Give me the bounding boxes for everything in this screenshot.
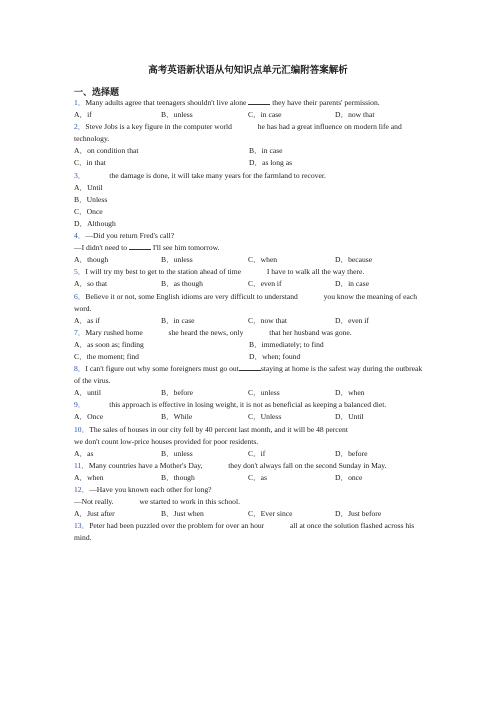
question-text: —Not really. (74, 497, 116, 507)
options-group (74, 387, 424, 399)
answer-option[interactable]: D．as long as (249, 158, 293, 168)
answer-option[interactable]: C．as (248, 472, 267, 482)
question-stem (74, 424, 424, 436)
question-text: Many countries have a Mother's Day, (88, 460, 205, 470)
answer-option[interactable]: A．as soon as; finding (74, 339, 144, 349)
question-text: I can't figure out why some foreigners must go out (85, 364, 239, 374)
section-heading: 一、选择题 (74, 88, 120, 98)
answer-option[interactable]: B．before (161, 388, 194, 398)
answer-option[interactable]: B．unless (161, 110, 193, 120)
answer-blank (239, 363, 261, 371)
answer-option[interactable]: B．immediately; to find (249, 339, 324, 349)
answer-option[interactable]: D．once (335, 472, 363, 482)
answer-option[interactable]: B．Unless (74, 194, 108, 204)
question-text: they don't always fall on the second Sunday in May. (226, 460, 387, 470)
question-text: you know the meaning of each word. (74, 291, 418, 313)
answer-option[interactable]: C．Ever since (248, 509, 293, 519)
question-text: I'll see him tomorrow. (150, 243, 220, 253)
answer-option[interactable]: A．Once (74, 412, 104, 422)
answer-option[interactable]: C．Once (74, 206, 103, 216)
question-number: 3． (74, 170, 86, 180)
answer-option[interactable]: C．in that (74, 158, 106, 168)
question-stem (74, 170, 424, 182)
answer-option[interactable]: A．until (74, 388, 102, 398)
question-text: Many adults agree that teenagers shouldn't live alone (85, 98, 249, 107)
options-group (74, 145, 424, 169)
question-text: I have to walk all the way there. (264, 267, 365, 277)
question-number: 12． (74, 485, 90, 494)
question-item (74, 424, 424, 460)
options-group (74, 508, 424, 520)
question-item (74, 291, 424, 327)
question-item (74, 97, 424, 121)
answer-option[interactable]: A．Until (74, 182, 103, 192)
options-group (74, 278, 424, 290)
question-text: they have their parents' permission. (270, 98, 380, 107)
question-number: 10． (74, 424, 90, 434)
answer-option[interactable]: A．if (74, 110, 92, 120)
answer-option[interactable]: B．as though (161, 279, 203, 289)
options-group (74, 182, 424, 230)
question-text: Steve Jobs is a key figure in the computer world (85, 122, 234, 132)
question-continuation (74, 496, 424, 508)
answer-option[interactable]: B．in case (161, 315, 195, 325)
question-item (74, 363, 424, 399)
question-stem (74, 399, 424, 411)
question-text: I will try my best to get to the station ahead of time (85, 267, 243, 277)
question-number: 2． (74, 122, 86, 132)
answer-option[interactable]: C．when (248, 255, 278, 265)
question-number: 7． (74, 327, 86, 337)
question-text: all at once the solution flashed across his mind. (74, 521, 415, 543)
options-group (74, 339, 424, 363)
question-text: —I didn't need to (74, 243, 129, 253)
question-item (74, 327, 424, 363)
question-stem (74, 363, 424, 387)
question-text: —Did you return Fred's call? (85, 231, 175, 241)
question-text: Believe it or not, some English idioms are very difficult to understand (85, 291, 300, 301)
question-stem (74, 97, 424, 109)
question-text: the damage is done, it will take many years for the farmland to recover. (107, 170, 326, 180)
answer-blank (248, 97, 270, 105)
answer-option[interactable]: D．when; found (249, 351, 301, 361)
question-text: he has had a great influence on modern life and technology. (74, 122, 402, 144)
options-group (74, 254, 424, 266)
question-text: we started to work in this school. (137, 497, 240, 507)
answer-option[interactable]: D．Just before (335, 509, 382, 519)
question-item (74, 121, 424, 169)
answer-option[interactable]: B．in case (249, 146, 283, 156)
question-item (74, 484, 424, 520)
answer-option[interactable]: A．when (74, 472, 104, 482)
document-title: 高考英语新状语从句知识点单元汇编附答案解析 (148, 65, 348, 76)
question-stem (74, 230, 424, 242)
options-group (74, 315, 424, 327)
question-number: 5． (74, 267, 86, 277)
question-text: The sales of houses in our city fell by 40 percent last month, and it will be 48 percent (89, 424, 348, 434)
question-continuation (74, 242, 424, 254)
answer-blank (129, 242, 151, 250)
question-number: 11． (74, 460, 89, 470)
answer-option[interactable]: D．because (335, 255, 373, 265)
answer-option[interactable]: D．when (335, 388, 365, 398)
question-item (74, 170, 424, 230)
answer-option[interactable]: A．as if (74, 315, 100, 325)
answer-option[interactable]: D．now that (335, 110, 375, 120)
question-item (74, 520, 424, 544)
answer-option[interactable]: B．unless (161, 255, 193, 265)
question-text: staying at home is the safest way during the outbreak of the virus. (74, 364, 423, 386)
question-text: Mary rushed home (85, 327, 145, 337)
answer-option[interactable]: A．so that (74, 279, 108, 289)
answer-option[interactable]: B．unless (161, 448, 193, 458)
question-text: she heard the news, only (166, 327, 246, 337)
answer-option[interactable]: B．While (161, 412, 193, 422)
answer-option[interactable]: C．even if (248, 279, 282, 289)
answer-option[interactable]: C．in case (248, 110, 282, 120)
answer-option[interactable]: A．Just after (74, 509, 115, 519)
question-stem (74, 291, 424, 315)
question-stem (74, 266, 424, 278)
answer-option[interactable]: C．the moment; find (74, 351, 139, 361)
question-item (74, 399, 424, 423)
question-number: 8． (74, 364, 86, 374)
answer-option[interactable]: D．Although (74, 218, 116, 228)
answer-option[interactable]: A．as (74, 448, 94, 458)
options-group (74, 109, 424, 121)
question-number: 6． (74, 291, 86, 301)
question-stem (74, 520, 424, 544)
options-group (74, 448, 424, 460)
question-number: 13． (74, 521, 90, 531)
question-text: we don't count low-price houses provided for poor residents. (74, 436, 259, 446)
question-number: 4． (74, 231, 86, 241)
answer-option[interactable]: D．before (335, 448, 368, 458)
answer-option[interactable]: C．if (248, 448, 266, 458)
question-item (74, 460, 424, 484)
answer-option[interactable]: A．on condition that (74, 146, 139, 156)
answer-option[interactable]: C．now that (248, 315, 288, 325)
question-text: that her husband was gone. (267, 327, 352, 337)
question-stem (74, 484, 424, 496)
question-item (74, 266, 424, 290)
question-continuation (74, 436, 424, 448)
question-item (74, 230, 424, 266)
answer-option[interactable]: B．though (161, 472, 195, 482)
answer-option[interactable]: B．Just when (161, 509, 204, 519)
answer-option[interactable]: C．unless (248, 388, 280, 398)
question-text: this approach is effective in losing weight, it is not as beneficial as keeping a balanced diet. (107, 400, 387, 410)
question-stem (74, 327, 424, 339)
question-text: Peter had been puzzled over the problem for over an hour (89, 521, 267, 531)
question-number: 9． (74, 400, 86, 410)
question-stem (74, 460, 424, 472)
question-number: 1． (74, 98, 86, 107)
answer-option[interactable]: D．in case (335, 279, 369, 289)
options-group (74, 472, 424, 484)
question-list (74, 97, 424, 544)
question-text: —Have you known each other for long? (89, 485, 212, 494)
answer-option[interactable]: A．though (74, 255, 109, 265)
answer-option[interactable]: D．Until (335, 412, 364, 422)
answer-option[interactable]: D．even if (335, 315, 369, 325)
options-group (74, 411, 424, 423)
question-stem (74, 121, 424, 145)
answer-option[interactable]: C．Unless (248, 412, 282, 422)
